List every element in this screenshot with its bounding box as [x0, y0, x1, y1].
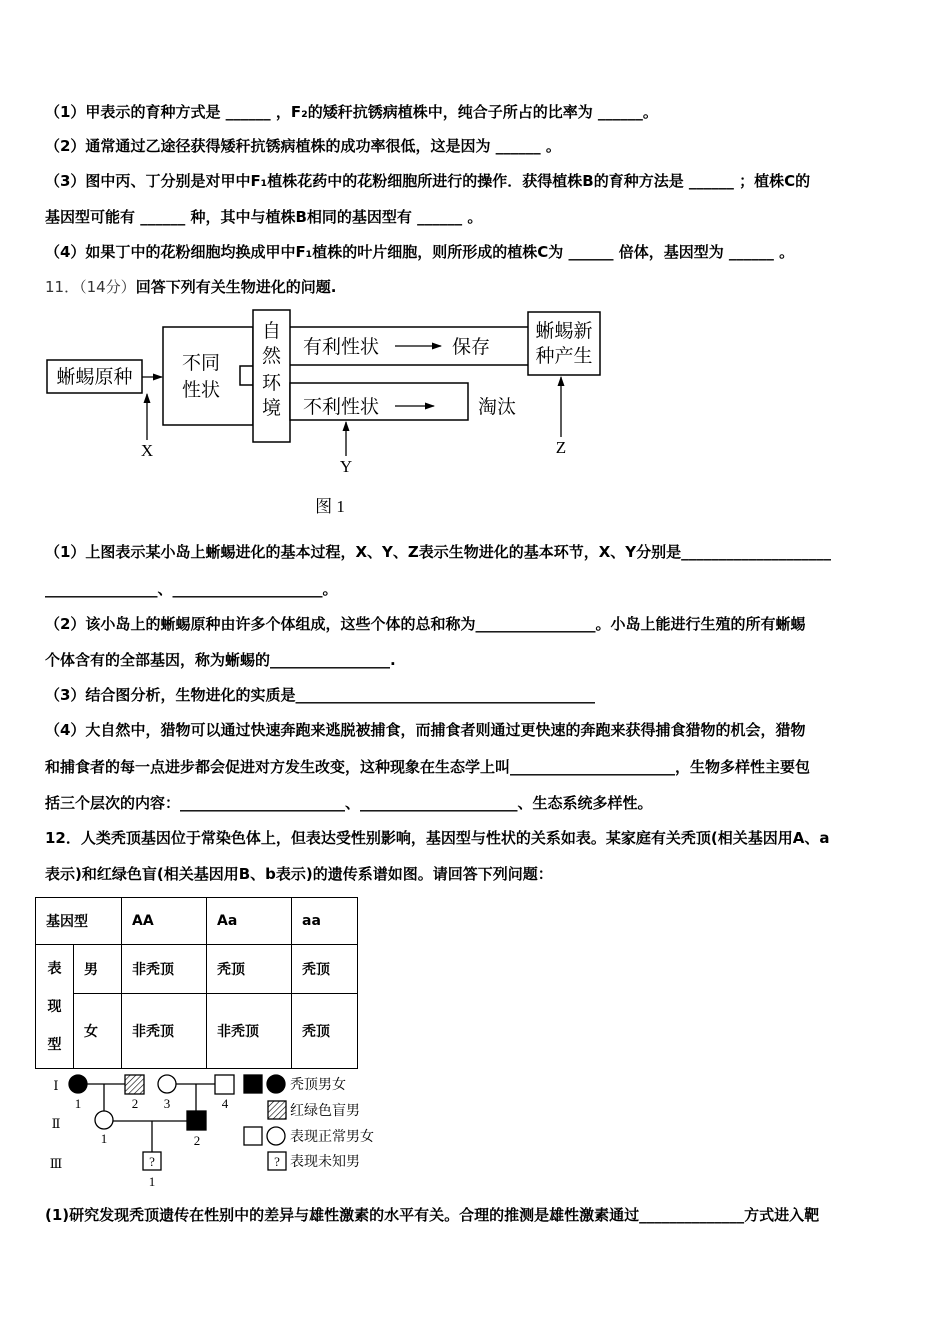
table-cell: 秃顶: [292, 945, 358, 994]
legend-bald-text: 秃顶男女: [290, 1077, 346, 1093]
phenotype-char-3: 型: [47, 1036, 62, 1053]
generation-label-II: Ⅱ: [51, 1116, 61, 1131]
genotype-phenotype-table: [35, 897, 358, 1069]
legend-colorblind-male-symbol: [268, 1101, 286, 1119]
legend-bald-female-symbol: [267, 1075, 285, 1093]
table-row-male: [36, 945, 358, 994]
evolution-diagram: [40, 305, 615, 520]
environment-char-1: 自: [261, 320, 282, 342]
traits-connector-box: [240, 366, 253, 385]
traits-label-line2: 性状: [181, 379, 221, 401]
q11-sub4-line1: （4）大自然中，猎物可以通过快速奔跑来逃脱被捕食，而捕食者则通过更快速的奔跑来获得捕食猎物的机会，猎物: [45, 721, 806, 739]
table-cell: 非秃顶: [122, 945, 207, 994]
y-label: Y: [339, 457, 353, 476]
q10-sub3-line1: （3）图中丙、丁分别是对甲中F₁植株花药中的花粉细胞所进行的操作．获得植株B的育种方法是 ______ ；植株C的: [45, 172, 811, 190]
z-label: Z: [555, 438, 567, 457]
figure-caption: 图 1: [315, 497, 345, 516]
table-cell-sex-male: 男: [74, 945, 122, 994]
q11-sub3: （3）结合图分析，生物进化的实质是________________________________________: [45, 686, 596, 704]
table-cell: 秃顶: [207, 945, 292, 994]
number-II-1: 1: [100, 1131, 108, 1146]
legend-normal-male-symbol: [244, 1127, 262, 1145]
individual-II-2-bald-male: [187, 1111, 206, 1130]
table-cell: 非秃顶: [122, 994, 207, 1069]
table-cell: 秃顶: [292, 994, 358, 1069]
legend-colorblind-text: 红绿色盲男: [290, 1103, 360, 1119]
table-cell-sex-female: 女: [74, 994, 122, 1069]
table-cell: 非秃顶: [207, 994, 292, 1069]
new-species-label-line1: 蜥蜴新: [535, 320, 593, 342]
q11-sub2-line2: 个体含有的全部基因，称为蜥蜴的________________.: [45, 651, 396, 669]
number-I-2: 2: [131, 1096, 139, 1111]
favorable-label: 有利性状: [302, 336, 380, 358]
q10-sub3-line2: 基因型可能有 ______ 种，其中与植株B相同的基因型有 ______ 。: [45, 208, 483, 226]
legend-unknown-text: 表现未知男: [290, 1154, 360, 1170]
number-II-2: 2: [193, 1133, 201, 1148]
individual-I-1-bald-female: [69, 1075, 87, 1093]
traits-label-line1: 不同: [181, 352, 221, 374]
unfavorable-label: 不利性状: [302, 396, 380, 418]
phenotype-char-2: 现: [47, 998, 62, 1015]
legend-normal-female-symbol: [267, 1127, 285, 1145]
q10-sub2: （2）通常通过乙途径获得矮秆抗锈病植株的成功率很低，这是因为 ______ 。: [45, 137, 561, 155]
x-label: X: [140, 441, 154, 460]
environment-char-3: 环: [261, 372, 282, 394]
individual-I-3-normal-female: [158, 1075, 176, 1093]
unknown-mark-legend: ?: [274, 1154, 280, 1169]
phenotype-char-1: 表: [47, 960, 62, 977]
legend-bald-male-symbol: [244, 1075, 262, 1093]
q11-heading: [45, 277, 336, 297]
new-species-label-line2: 种产生: [535, 345, 593, 367]
table-phenotype-label: [36, 945, 74, 1069]
individual-I-2-colorblind-male: [125, 1075, 144, 1094]
q12-stem-line1: 12．人类秃顶基因位于常染色体上，但表达受性别影响，基因型与性状的关系如表。某家庭有关秃顶(相关基因用A、a: [45, 829, 830, 847]
q11-sub4-line3: 括三个层次的内容：______________________、_____________________、生态系统多样性。: [45, 794, 653, 812]
q11-sub4-line2: 和捕食者的每一点进步都会促进对方发生改变，这种现象在生态学上叫______________________，生物多样性主要包: [45, 758, 811, 776]
number-III-1: 1: [148, 1174, 156, 1189]
legend-normal-text: 表现正常男女: [290, 1129, 374, 1145]
q11-stem: 回答下列有关生物进化的问题.: [135, 278, 337, 296]
q11-sub2-line1: （2）该小岛上的蜥蜴原种由许多个体组成，这些个体的总和称为________________。小岛上能进行生殖的所有蜥蜴: [45, 615, 806, 633]
table-header-row: [36, 898, 358, 945]
q11-sub1-line1: （1）上图表示某小岛上蜥蜴进化的基本过程，X、Y、Z表示生物进化的基本环节，X、Y分别是____________________: [45, 543, 832, 561]
eliminated-label: 淘汰: [477, 396, 517, 418]
table-header-Aa: Aa: [207, 898, 292, 945]
original-species-label: 蜥蜴原种: [56, 366, 133, 388]
table-header-aa: aa: [292, 898, 358, 945]
table-header-AA: AA: [122, 898, 207, 945]
q11-number: 11．（14分）: [45, 278, 136, 296]
individual-I-4-normal-male: [215, 1075, 234, 1094]
individual-II-1-normal-female: [95, 1111, 113, 1129]
generation-label-I: Ⅰ: [53, 1078, 59, 1093]
unknown-mark-III-1: ?: [149, 1154, 155, 1169]
number-I-1: 1: [74, 1096, 82, 1111]
preserved-label: 保存: [451, 336, 491, 358]
q12-stem-line2: 表示)和红绿色盲(相关基因用B、b表示)的遗传系谱如图。请回答下列问题：: [45, 865, 553, 883]
q11-sub1-line2: _______________、____________________。: [45, 580, 338, 598]
number-I-4: 4: [221, 1096, 229, 1111]
q10-sub4: （4）如果丁中的花粉细胞均换成甲中F₁植株的叶片细胞，则所形成的植株C为 ______ 倍体，基因型为 ______ 。: [45, 243, 795, 261]
number-I-3: 3: [163, 1096, 171, 1111]
table-row-female: [36, 994, 358, 1069]
table-header-genotype: 基因型: [36, 898, 122, 945]
environment-char-4: 境: [261, 397, 282, 419]
q10-sub1: （1）甲表示的育种方式是 ______ ，F₂的矮秆抗锈病植株中，纯合子所占的比率为 ______。: [45, 103, 658, 121]
pedigree-chart: [40, 1068, 385, 1193]
environment-char-2: 然: [261, 345, 282, 367]
q12-sub1: (1)研究发现秃顶遗传在性别中的差异与雄性激素的水平有关。合理的推测是雄性激素通过______________方式进入靶: [45, 1206, 820, 1224]
generation-label-III: Ⅲ: [49, 1156, 63, 1171]
